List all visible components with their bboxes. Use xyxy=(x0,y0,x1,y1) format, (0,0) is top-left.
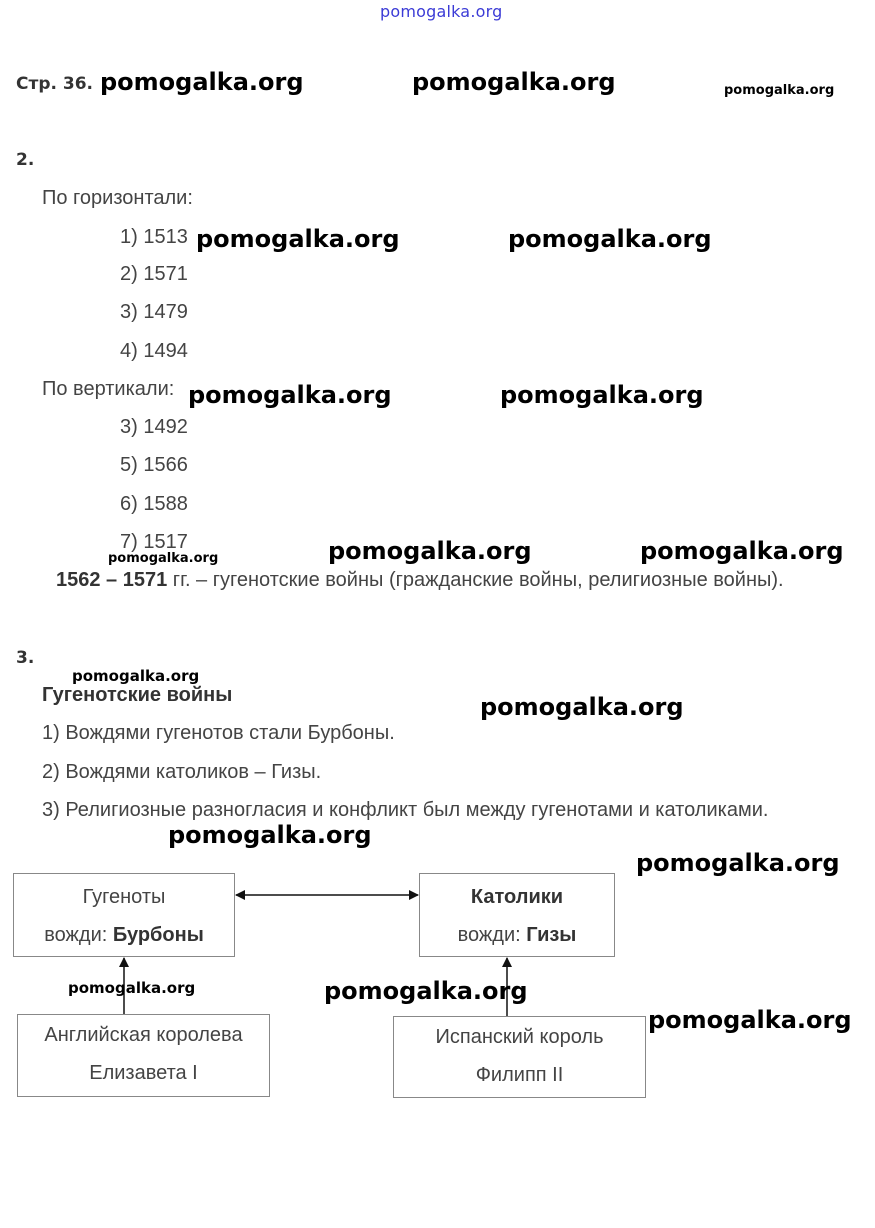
watermark: pomogalka.org xyxy=(648,1006,852,1034)
vertical-answer: 3) 1492 xyxy=(120,416,188,438)
watermark: pomogalka.org xyxy=(324,977,528,1005)
leaders-name: Бурбоны xyxy=(112,924,204,946)
horizontal-answer: 2) 1571 xyxy=(120,263,188,285)
vertical-answer: 5) 1566 xyxy=(120,454,188,476)
task3-title: Гугенотские войны xyxy=(42,684,233,706)
watermark: pomogalka.org xyxy=(100,68,304,96)
summary-text: гг. – гугенотские войны (гражданские войны, религиозные войны). xyxy=(167,569,784,591)
watermark: pomogalka.org xyxy=(508,225,712,253)
watermark: pomogalka.org xyxy=(168,821,372,849)
page-label: Стр. 36. xyxy=(16,74,93,94)
task3-number: 3. xyxy=(16,648,35,668)
huguenots-box xyxy=(13,873,235,957)
task3-item: 3) Религиозные разногласия и конфликт был между гугенотами и католиками. xyxy=(42,799,769,821)
england-title: Английская королева xyxy=(44,1024,243,1046)
watermark: pomogalka.org xyxy=(328,537,532,565)
leaders-prefix: вожди: xyxy=(44,924,113,946)
watermark: pomogalka.org xyxy=(72,667,200,685)
vertical-answer: 6) 1588 xyxy=(120,493,188,515)
horizontal-answer: 1) 1513 xyxy=(120,226,188,248)
england-name: Елизавета I xyxy=(89,1062,198,1084)
watermark: pomogalka.org xyxy=(68,979,196,997)
horizontal-answer: 3) 1479 xyxy=(120,301,188,323)
huguenots-leaders xyxy=(14,916,234,954)
watermark: pomogalka.org xyxy=(108,551,219,566)
horizontal-answer: 4) 1494 xyxy=(120,340,188,362)
huguenots-title: Гугеноты xyxy=(82,886,166,908)
england-box xyxy=(17,1014,270,1097)
spain-title: Испанский король xyxy=(435,1026,604,1048)
watermark: pomogalka.org xyxy=(188,381,392,409)
watermark: pomogalka.org xyxy=(636,849,840,877)
watermark: pomogalka.org xyxy=(480,693,684,721)
task3-item: 1) Вождями гугенотов стали Бурбоны. xyxy=(42,722,395,744)
leaders-name: Гизы xyxy=(526,924,577,946)
catholics-leaders xyxy=(420,916,614,954)
header-watermark: pomogalka.org xyxy=(380,2,503,21)
catholics-title: Католики xyxy=(470,886,564,908)
catholics-box xyxy=(419,873,615,957)
spain-box xyxy=(393,1016,646,1098)
leaders-prefix: вожди: xyxy=(457,924,527,946)
watermark: pomogalka.org xyxy=(724,83,835,98)
watermark: pomogalka.org xyxy=(412,68,616,96)
task3-item: 2) Вождями католиков – Гизы. xyxy=(42,761,322,783)
summary-years: 1562 – 1571 xyxy=(56,569,168,591)
watermark: pomogalka.org xyxy=(640,537,844,565)
task2-number: 2. xyxy=(16,150,35,170)
horizontal-title: По горизонтали: xyxy=(42,187,193,209)
spain-name: Филипп II xyxy=(475,1064,564,1086)
watermark: pomogalka.org xyxy=(500,381,704,409)
vertical-answer: 7) 1517 xyxy=(120,531,188,553)
watermark: pomogalka.org xyxy=(196,225,400,253)
vertical-title: По вертикали: xyxy=(42,378,175,400)
